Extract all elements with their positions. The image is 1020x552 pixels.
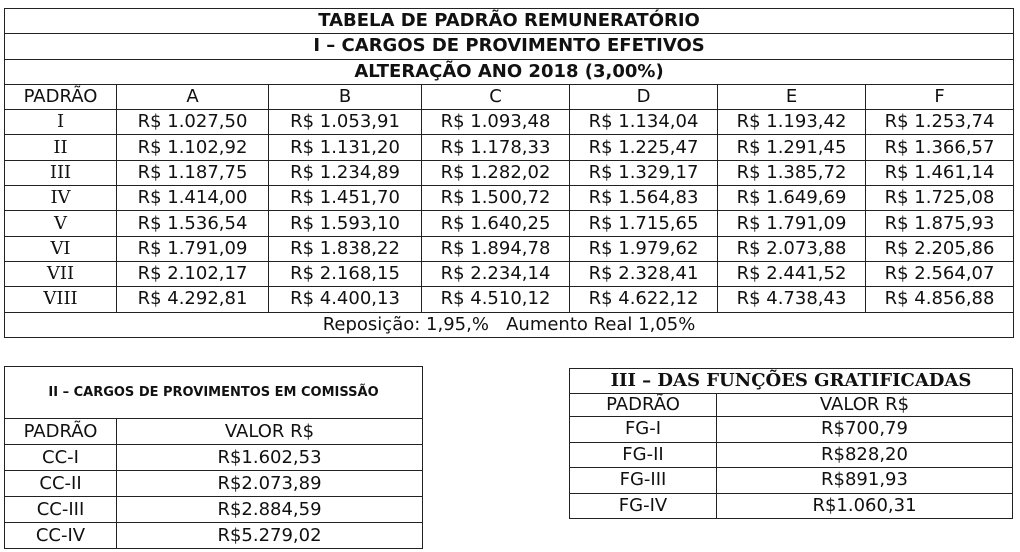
table-row — [5, 135, 1014, 160]
column-header: VALOR R$ — [117, 419, 423, 445]
value-cell: R$828,20 — [717, 442, 1013, 468]
value-cell: R$ 1.500,72 — [422, 186, 570, 211]
column-header: D — [570, 84, 718, 109]
value-cell: R$ 1.640,25 — [422, 211, 570, 236]
table-row — [570, 417, 1013, 443]
value-cell: R$ 2.441,52 — [718, 261, 866, 286]
table-row — [5, 110, 1014, 135]
value-cell: R$ 1.366,57 — [866, 135, 1014, 160]
value-cell: R$ 1.649,69 — [718, 186, 866, 211]
row-label: FG-IV — [570, 493, 717, 519]
table-row — [5, 236, 1014, 261]
value-cell: R$ 1.234,89 — [269, 160, 422, 185]
value-cell: R$ 1.187,75 — [117, 160, 269, 185]
value-cell: R$ 2.328,41 — [570, 261, 718, 286]
column-header: E — [718, 84, 866, 109]
table-row — [5, 186, 1014, 211]
row-label: CC-II — [5, 471, 117, 497]
value-cell: R$5.279,02 — [117, 523, 423, 549]
table-title: III – DAS FUNÇÕES GRATIFICADAS — [570, 369, 1013, 394]
table-row — [5, 211, 1014, 236]
column-header: C — [422, 84, 570, 109]
row-label: III — [5, 160, 117, 185]
value-cell: R$1.060,31 — [717, 493, 1013, 519]
value-cell: R$ 1.282,02 — [422, 160, 570, 185]
row-label: VIII — [5, 287, 117, 312]
row-label: I — [5, 110, 117, 135]
table-row — [5, 497, 423, 523]
row-label: VI — [5, 236, 117, 261]
table-subtitle: I – CARGOS DE PROVIMENTO EFETIVOS — [5, 34, 1014, 59]
row-label: CC-I — [5, 445, 117, 471]
table-row — [5, 261, 1014, 286]
value-cell: R$ 2.205,86 — [866, 236, 1014, 261]
value-cell: R$700,79 — [717, 417, 1013, 443]
value-cell: R$ 1.536,54 — [117, 211, 269, 236]
value-cell: R$ 1.725,08 — [866, 186, 1014, 211]
row-label: CC-IV — [5, 523, 117, 549]
table-row — [5, 445, 423, 471]
value-cell: R$ 1.131,20 — [269, 135, 422, 160]
value-cell: R$ 1.451,70 — [269, 186, 422, 211]
value-cell: R$1.602,53 — [117, 445, 423, 471]
row-label: V — [5, 211, 117, 236]
table-body — [570, 417, 1013, 519]
value-cell: R$ 1.791,09 — [117, 236, 269, 261]
column-header: PADRÃO — [5, 419, 117, 445]
table-row — [5, 523, 423, 549]
value-cell: R$ 1.253,74 — [866, 110, 1014, 135]
value-cell: R$ 1.053,91 — [269, 110, 422, 135]
table-row — [570, 468, 1013, 494]
value-cell: R$2.884,59 — [117, 497, 423, 523]
column-header: F — [866, 84, 1014, 109]
value-cell: R$ 1.134,04 — [570, 110, 718, 135]
value-cell: R$2.073,89 — [117, 471, 423, 497]
table-row — [5, 287, 1014, 312]
value-cell: R$ 2.073,88 — [718, 236, 866, 261]
value-cell: R$ 1.027,50 — [117, 110, 269, 135]
table-title: II – CARGOS DE PROVIMENTOS EM COMISSÃO — [5, 367, 423, 419]
table-row — [570, 442, 1013, 468]
row-label: FG-I — [570, 417, 717, 443]
value-cell: R$ 1.593,10 — [269, 211, 422, 236]
table-footer-note: Reposição: 1,95,% Aumento Real 1,05% — [5, 312, 1014, 337]
value-cell: R$ 4.400,13 — [269, 287, 422, 312]
value-cell: R$ 2.102,17 — [117, 261, 269, 286]
value-cell: R$ 1.102,92 — [117, 135, 269, 160]
value-cell: R$ 4.622,12 — [570, 287, 718, 312]
value-cell: R$ 1.093,48 — [422, 110, 570, 135]
row-label: FG-II — [570, 442, 717, 468]
value-cell: R$ 1.178,33 — [422, 135, 570, 160]
value-cell: R$ 1.838,22 — [269, 236, 422, 261]
table-row — [5, 471, 423, 497]
value-cell: R$ 4.292,81 — [117, 287, 269, 312]
value-cell: R$ 1.461,14 — [866, 160, 1014, 185]
value-cell: R$ 2.168,15 — [269, 261, 422, 286]
row-label: CC-III — [5, 497, 117, 523]
table-change-note: ALTERAÇÃO ANO 2018 (3,00%) — [5, 59, 1014, 84]
value-cell: R$ 1.791,09 — [718, 211, 866, 236]
value-cell: R$ 1.414,00 — [117, 186, 269, 211]
row-label: VII — [5, 261, 117, 286]
value-cell: R$891,93 — [717, 468, 1013, 494]
value-cell: R$ 1.193,42 — [718, 110, 866, 135]
row-label: IV — [5, 186, 117, 211]
row-label: II — [5, 135, 117, 160]
value-cell: R$ 1.225,47 — [570, 135, 718, 160]
column-header: A — [117, 84, 269, 109]
value-cell: R$ 1.894,78 — [422, 236, 570, 261]
table-row — [570, 493, 1013, 519]
value-cell: R$ 2.234,14 — [422, 261, 570, 286]
value-cell: R$ 1.715,65 — [570, 211, 718, 236]
value-cell: R$ 4.510,12 — [422, 287, 570, 312]
table-body — [5, 110, 1014, 312]
gratified-functions-table — [569, 368, 1013, 519]
value-cell: R$ 1.564,83 — [570, 186, 718, 211]
row-label: FG-III — [570, 468, 717, 494]
value-cell: R$ 2.564,07 — [866, 261, 1014, 286]
column-header: PADRÃO — [5, 84, 117, 109]
value-cell: R$ 1.291,45 — [718, 135, 866, 160]
column-header: PADRÃO — [570, 394, 717, 417]
table-row — [5, 160, 1014, 185]
column-header: VALOR R$ — [717, 394, 1013, 417]
remuneration-table — [4, 8, 1014, 338]
commission-table — [4, 366, 423, 549]
value-cell: R$ 4.738,43 — [718, 287, 866, 312]
column-header: B — [269, 84, 422, 109]
value-cell: R$ 1.329,17 — [570, 160, 718, 185]
table-body — [5, 445, 423, 549]
value-cell: R$ 1.875,93 — [866, 211, 1014, 236]
value-cell: R$ 1.979,62 — [570, 236, 718, 261]
table-title: TABELA DE PADRÃO REMUNERATÓRIO — [5, 9, 1014, 34]
value-cell: R$ 1.385,72 — [718, 160, 866, 185]
value-cell: R$ 4.856,88 — [866, 287, 1014, 312]
